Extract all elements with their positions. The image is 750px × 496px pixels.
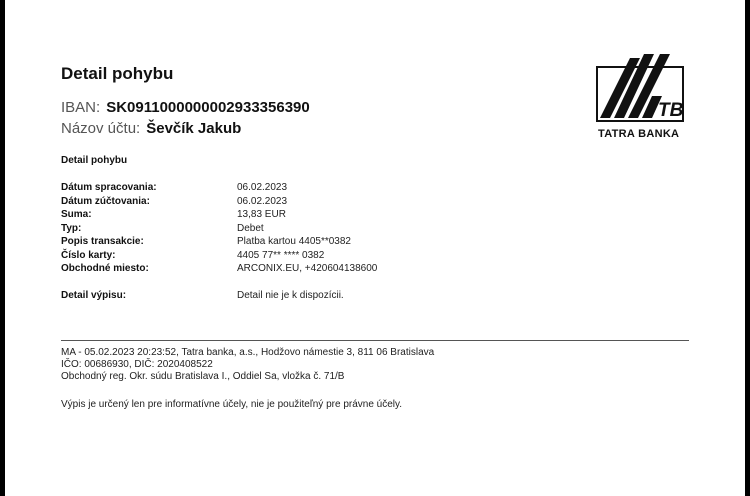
detail-value: Platba kartou 4405**0382 [237,236,351,247]
iban-label: IBAN: [61,99,101,116]
account-name-value: Ševčík Jakub [146,120,242,137]
detail-label: Popis transakcie: [61,236,144,247]
detail-value: 06.02.2023 [237,182,288,193]
detail-value: ARCONIX.EU, +420604138600 [237,263,378,274]
footer-line-1: MA - 05.02.2023 20:23:52, Tatra banka, a.s., Hodžovo námestie 3, 811 06 Bratislava [61,347,435,358]
iban-value: SK0911000000002933356390 [106,99,310,116]
statement-row [61,289,581,303]
detail-value: 13,83 EUR [237,209,286,220]
logo-text: TATRA BANKA [598,128,680,140]
detail-row [61,181,581,195]
detail-label: Suma: [61,209,92,220]
statement-page [5,0,745,496]
statement-detail [61,289,581,303]
detail-value: Debet [237,222,264,234]
tatra-banka-logo [596,52,692,142]
iban-line [61,99,310,116]
tatra-banka-logo-icon [596,52,692,126]
page-title: Detail pohybu [61,64,174,83]
detail-row [61,249,581,263]
section-label: Detail pohybu [61,155,128,166]
details-list [61,181,581,276]
disclaimer: Výpis je určený len pre informatívne účely, nie je použiteľný pre právne účely. [61,399,403,410]
footer-line-3: Obchodný reg. Okr. súdu Bratislava I., Oddiel Sa, vložka č. 71/B [61,371,345,382]
detail-row [61,262,581,276]
divider [61,340,689,341]
detail-row [61,208,581,222]
detail-value: 06.02.2023 [237,195,288,207]
detail-row [61,235,581,249]
detail-row [61,195,581,209]
detail-label: Dátum zúčtovania: [61,195,150,207]
detail-label: Obchodné miesto: [61,263,149,274]
detail-row [61,222,581,236]
detail-value: 4405 77** **** 0382 [237,249,325,261]
statement-label: Detail výpisu: [61,290,127,301]
footer-line-2: IČO: 00686930, DIČ: 2020408522 [61,359,213,370]
statement-value: Detail nie je k dispozícii. [237,290,344,301]
account-name-line [61,120,241,137]
account-name-label: Názov účtu: [61,120,141,137]
footer [61,347,434,383]
logo-mark: TB [658,100,684,121]
detail-label: Číslo karty: [61,249,116,261]
detail-label: Dátum spracovania: [61,182,157,193]
detail-label: Typ: [61,222,82,234]
